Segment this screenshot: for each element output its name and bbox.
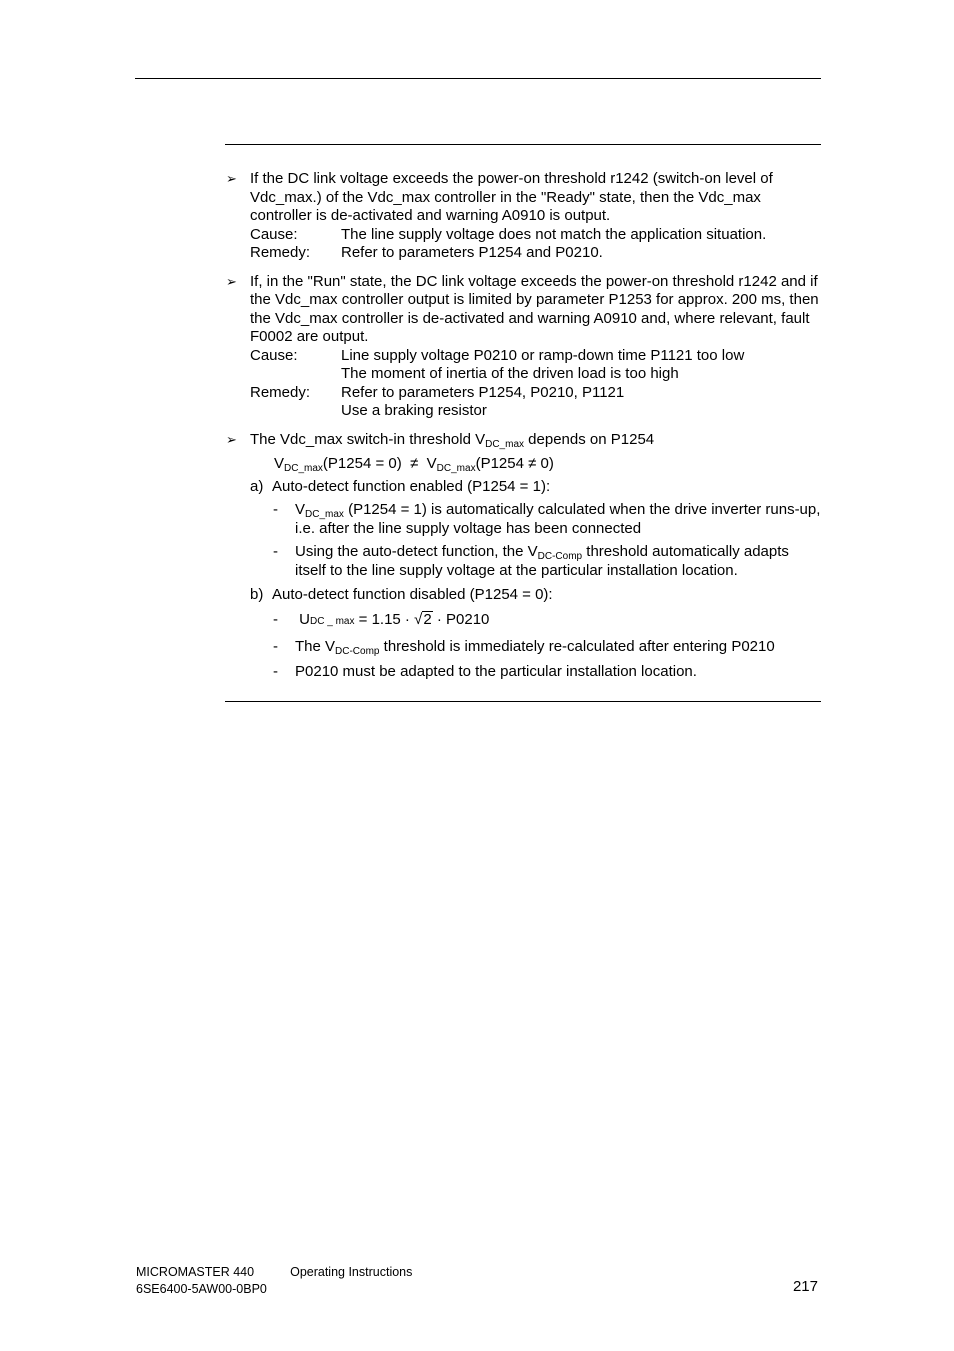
- arrow-bullet-icon: ➢: [226, 273, 237, 289]
- dash-marker: -: [273, 662, 278, 680]
- formula-right: (P1254 ≠ 0): [475, 455, 554, 472]
- remedy-text-2: Use a braking resistor: [341, 402, 487, 419]
- footer-doc-type: Operating Instructions: [290, 1265, 413, 1279]
- formula-u-sub: DC _ max: [310, 615, 355, 627]
- threshold-formula: [250, 455, 821, 474]
- formula-u: U: [299, 610, 311, 628]
- case-a: [250, 478, 821, 497]
- bullet-threshold: [226, 431, 821, 682]
- case-b: [250, 586, 821, 605]
- item-post: threshold is immediately re-calculated after entering P0210: [379, 638, 775, 655]
- text-pre: The Vdc_max switch-in threshold V: [250, 430, 486, 448]
- formula-v: V: [274, 455, 285, 472]
- footer-order-no: 6SE6400-5AW00-0BP0: [136, 1282, 267, 1296]
- formula-v2: V: [426, 455, 437, 472]
- remedy-row: [250, 244, 821, 263]
- case-b-item-1: [250, 638, 821, 657]
- dash-marker: -: [273, 638, 278, 655]
- sqrt-icon: √: [414, 610, 423, 628]
- arrow-bullet-icon: ➢: [226, 171, 237, 186]
- dash-marker: -: [273, 543, 278, 560]
- bullet-text: If the DC link voltage exceeds the power-on threshold r1242 (switch-on level of Vdc_max.) of the Vdc_max controller in the "Ready" state, then the Vdc_max controller is de-activated and warning A0910 is output.: [250, 170, 773, 224]
- footer: [136, 1264, 412, 1298]
- cause-label: Cause:: [250, 346, 298, 364]
- item-pre: Using the auto-detect function, the V: [295, 543, 538, 560]
- remedy-label: Remedy:: [250, 244, 311, 261]
- item-pre: The V: [295, 638, 336, 655]
- case-a-text: Auto-detect function enabled (P1254 = 1):: [272, 477, 551, 495]
- item-sub: DC-Comp: [537, 551, 583, 562]
- footer-product: MICROMASTER 440: [136, 1265, 255, 1279]
- case-b-item-2: [250, 663, 821, 682]
- remedy-text-1: Refer to parameters P1254, P0210, P1121: [341, 383, 625, 401]
- page-number: 217: [792, 1278, 818, 1295]
- cause-row: [250, 347, 821, 366]
- cause-row: [250, 226, 821, 245]
- item-sub: DC_max: [305, 509, 344, 520]
- text-post: depends on P1254: [524, 430, 655, 448]
- item-sub: DC-Comp: [335, 646, 380, 657]
- bullet-text: If, in the "Run" state, the DC link voltage exceeds the power-on threshold r1242 and if the Vdc_max controller output is limited by parameter P1253 for approx. 200 ms, then the Vdc_max controller is de-activated and warning A0910 and, where relevant, fault F0002 are output.: [250, 272, 819, 345]
- cause-label: Cause:: [250, 225, 298, 243]
- cause-text-1: Line supply voltage P0210 or ramp-down time P1121 too low: [341, 346, 745, 364]
- header-rule: [135, 78, 821, 79]
- case-b-formula: [250, 611, 821, 632]
- remedy-row: [250, 384, 821, 403]
- text-sub: DC_max: [485, 438, 525, 450]
- remedy-label: Remedy:: [250, 383, 311, 401]
- remedy-text: Refer to parameters P1254 and P0210.: [341, 244, 603, 261]
- formula-eq: = 1.15 ·: [358, 610, 410, 628]
- formula-sub: DC_max: [284, 463, 323, 474]
- formula-sqrt-arg: 2: [423, 610, 432, 628]
- case-b-text: Auto-detect function disabled (P1254 = 0):: [272, 586, 553, 603]
- formula-tail: · P0210: [436, 610, 490, 628]
- dash-marker: -: [273, 610, 278, 628]
- case-a-item-1: [250, 501, 821, 538]
- formula-neq: ≠: [410, 455, 419, 472]
- arrow-bullet-icon: ➢: [226, 431, 237, 447]
- formula-sub2: DC_max: [436, 463, 476, 474]
- item-pre: V: [295, 501, 306, 518]
- section-content: [226, 170, 821, 681]
- bullet-text: [250, 431, 821, 450]
- case-a-marker: a): [250, 477, 264, 495]
- case-b-marker: b): [250, 586, 264, 603]
- section-top-rule: [225, 144, 821, 145]
- cause-text-2: The moment of inertia of the driven load is too high: [341, 365, 679, 382]
- bullet-ready-state: [226, 170, 821, 263]
- cause-text: The line supply voltage does not match the application situation.: [341, 225, 767, 243]
- section-bottom-rule: [225, 701, 821, 702]
- formula-left: (P1254 = 0): [322, 455, 402, 472]
- item-text: P0210 must be adapted to the particular installation location.: [295, 662, 697, 680]
- item-post: threshold automatically adapts itself to the line supply voltage at the particular installation location.: [295, 543, 789, 579]
- bullet-run-state: [226, 273, 821, 421]
- dash-marker: -: [273, 501, 278, 518]
- case-a-item-2: [250, 543, 821, 580]
- item-post: (P1254 = 1) is automatically calculated when the drive inverter runs-up, i.e. after the line supply voltage has been connected: [295, 501, 821, 537]
